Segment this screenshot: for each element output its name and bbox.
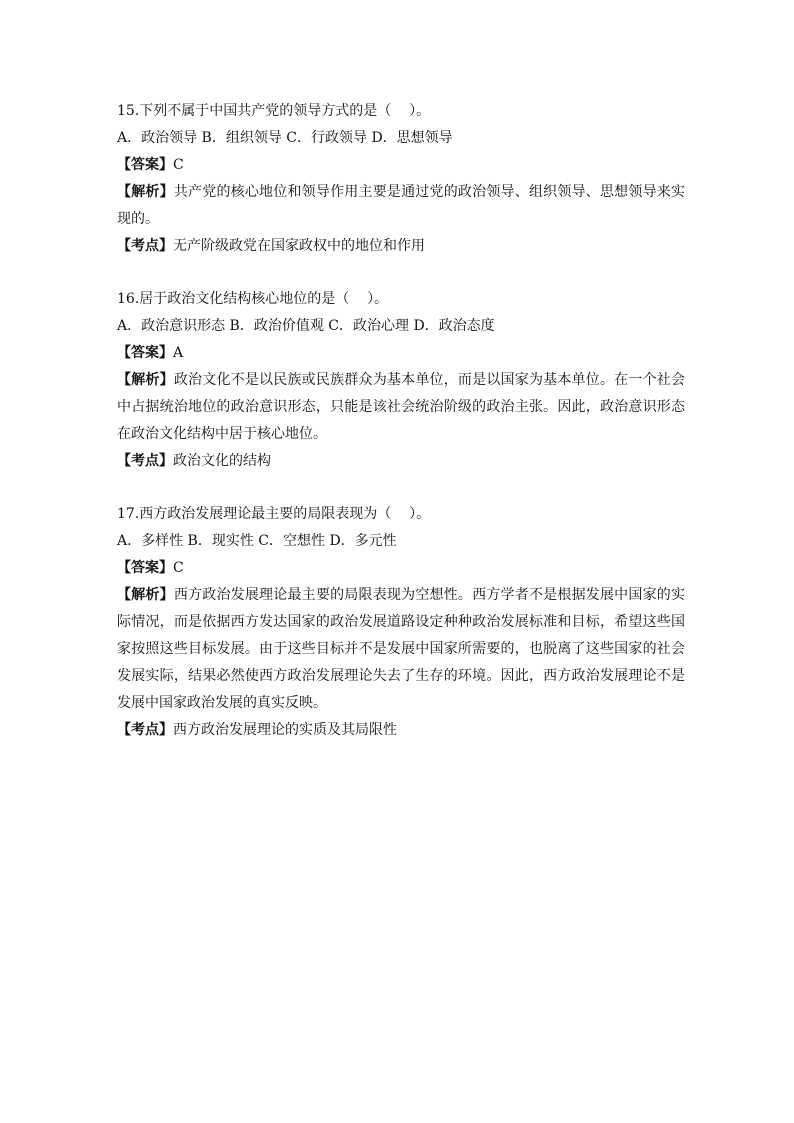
question-15 bbox=[117, 98, 685, 260]
point-line bbox=[117, 448, 685, 475]
document-body bbox=[117, 98, 685, 744]
answer-label: 【答案】 bbox=[117, 157, 173, 173]
answer-label: 【答案】 bbox=[117, 345, 173, 361]
point-label: 【考点】 bbox=[117, 722, 173, 738]
question-options: A．多样性 B．现实性 C．空想性 D．多元性 bbox=[117, 533, 397, 549]
answer-label: 【答案】 bbox=[117, 560, 173, 576]
analysis-line bbox=[117, 367, 685, 448]
question-16 bbox=[117, 286, 685, 475]
question-options: A．政治意识形态 B．政治价值观 C．政治心理 D．政治态度 bbox=[117, 318, 495, 334]
question-stem: 17.西方政治发展理论最主要的局限表现为（ ）。 bbox=[117, 506, 431, 522]
question-17 bbox=[117, 501, 685, 744]
analysis-text: 政治文化不是以民族或民族群众为基本单位，而是以国家为基本单位。在一个社会中占据统治地位的政治意识形态，只能是该社会统治阶级的政治主张。因此，政治意识形态在政治文化结构中居于核心地位。 bbox=[117, 372, 686, 442]
point-line bbox=[117, 717, 685, 744]
point-label: 【考点】 bbox=[117, 453, 173, 469]
analysis-line bbox=[117, 179, 685, 233]
answer-value: C bbox=[173, 560, 184, 576]
analysis-label: 【解析】 bbox=[117, 372, 174, 388]
answer-value: C bbox=[173, 157, 184, 173]
point-line bbox=[117, 233, 685, 260]
analysis-text: 共产党的核心地位和领导作用主要是通过党的政治领导、组织领导、思想领导来实现的。 bbox=[117, 184, 686, 227]
point-label: 【考点】 bbox=[117, 238, 173, 254]
analysis-label: 【解析】 bbox=[117, 587, 174, 603]
answer-line bbox=[117, 555, 685, 582]
question-stem: 15.下列不属于中国共产党的领导方式的是（ ）。 bbox=[117, 103, 431, 119]
analysis-text: 西方政治发展理论最主要的局限表现为空想性。西方学者不是根据发展中国家的实际情况，而是依据西方发达国家的政治发展道路设定种种政治发展标准和目标，希望这些国家按照这些目标发展。由于这些目标并不是发展中国家所需要的，也脱离了这些国家的社会发展实际，结果必然使西方政治发展理论失去了生存的环境。因此，西方政治发展理论不是发展中国家政治发展的真实反映。 bbox=[117, 587, 686, 711]
point-text: 西方政治发展理论的实质及其局限性 bbox=[173, 722, 397, 738]
analysis-label: 【解析】 bbox=[117, 184, 174, 200]
answer-value: A bbox=[173, 345, 184, 361]
question-options: A．政治领导 B．组织领导 C．行政领导 D．思想领导 bbox=[117, 130, 453, 146]
analysis-line bbox=[117, 582, 685, 717]
point-text: 政治文化的结构 bbox=[173, 453, 271, 469]
point-text: 无产阶级政党在国家政权中的地位和作用 bbox=[173, 238, 425, 254]
question-stem: 16.居于政治文化结构核心地位的是（ ）。 bbox=[117, 291, 389, 307]
answer-line bbox=[117, 340, 685, 367]
answer-line bbox=[117, 152, 685, 179]
